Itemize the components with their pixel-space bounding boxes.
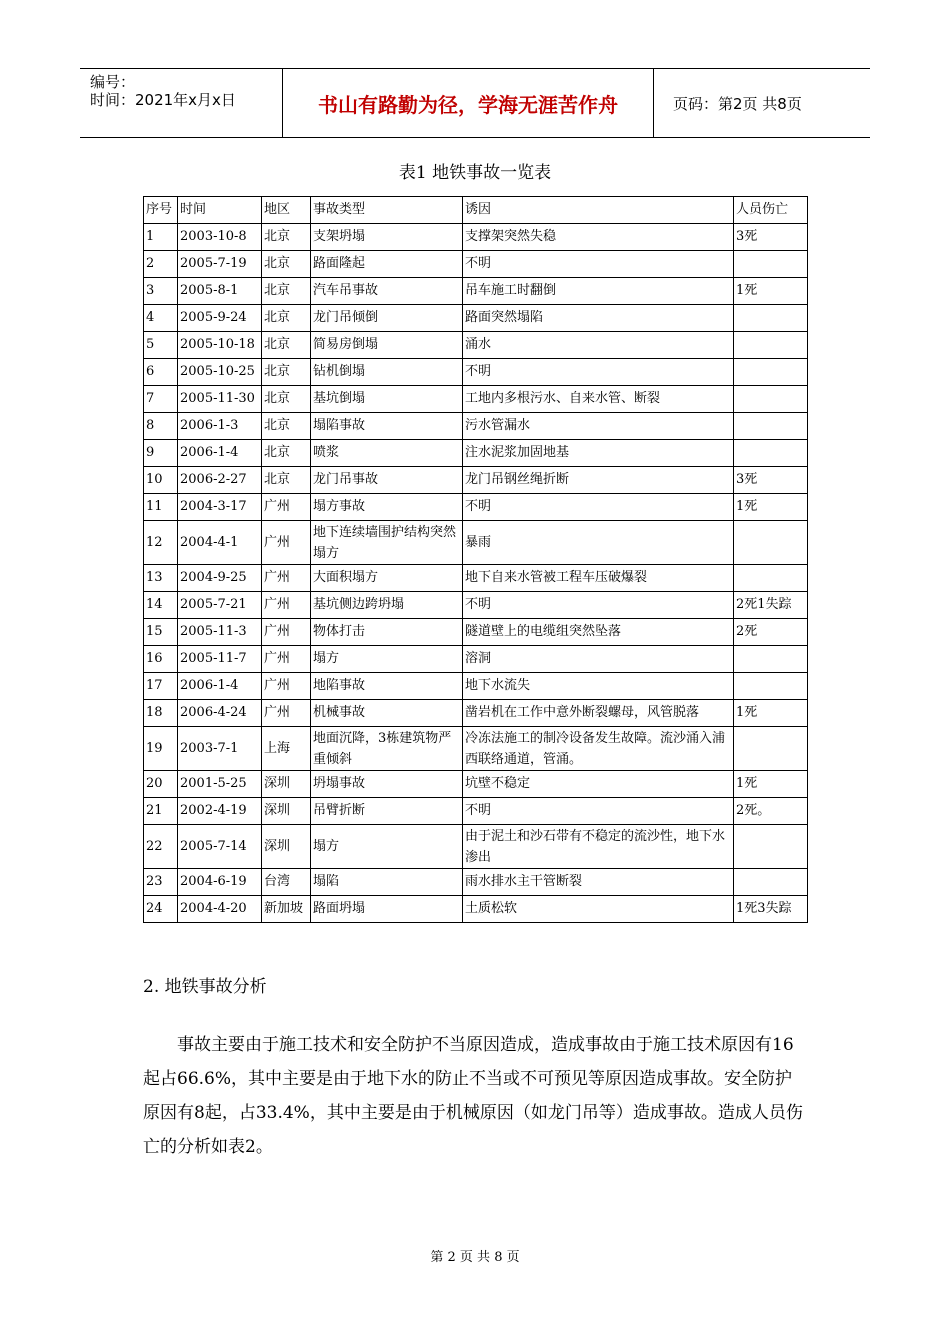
table-row <box>144 700 808 727</box>
table-cell: 4 <box>144 305 178 332</box>
table-cell: 凿岩机在工作中意外断裂螺母，风管脱落 <box>463 700 734 727</box>
table-cell: 路面突然塌陷 <box>463 305 734 332</box>
table-cell: 大面积塌方 <box>311 565 463 592</box>
table-cell: 2005-7-14 <box>178 825 262 869</box>
table-cell: 2004-4-1 <box>178 521 262 565</box>
table-row <box>144 825 808 869</box>
table-cell: 坑壁不稳定 <box>463 771 734 798</box>
table-cell: 广州 <box>262 619 311 646</box>
table-cell <box>734 727 808 771</box>
table-cell: 2005-7-19 <box>178 251 262 278</box>
table-cell: 广州 <box>262 646 311 673</box>
table-row <box>144 565 808 592</box>
table-cell: 钻机倒塌 <box>311 359 463 386</box>
table-cell: 广州 <box>262 673 311 700</box>
table-cell: 1死 <box>734 494 808 521</box>
table-cell: 北京 <box>262 386 311 413</box>
table-row <box>144 673 808 700</box>
table-cell: 2 <box>144 251 178 278</box>
table-cell: 北京 <box>262 224 311 251</box>
table-cell: 北京 <box>262 251 311 278</box>
table-cell: 基坑侧边跨坍塌 <box>311 592 463 619</box>
header-cell: 人员伤亡 <box>734 197 808 224</box>
table-cell: 2003-7-1 <box>178 727 262 771</box>
table-cell: 塌陷 <box>311 869 463 896</box>
table-cell: 溶洞 <box>463 646 734 673</box>
table-cell: 地下自来水管被工程车压破爆裂 <box>463 565 734 592</box>
table-cell: 2006-1-4 <box>178 440 262 467</box>
accident-table <box>143 196 808 923</box>
table-cell <box>734 359 808 386</box>
table-cell: 深圳 <box>262 771 311 798</box>
table-cell: 3死 <box>734 467 808 494</box>
table-cell: 龙门吊倾倒 <box>311 305 463 332</box>
table-cell <box>734 386 808 413</box>
table-cell: 22 <box>144 825 178 869</box>
table-body <box>144 224 808 923</box>
time-label: 时间：2021年x月x日 <box>90 91 236 109</box>
table-cell: 广州 <box>262 592 311 619</box>
table-cell: 路面隆起 <box>311 251 463 278</box>
table-cell: 暴雨 <box>463 521 734 565</box>
table-cell: 喷浆 <box>311 440 463 467</box>
table-cell: 2死 <box>734 619 808 646</box>
table-cell: 不明 <box>463 359 734 386</box>
table-cell: 7 <box>144 386 178 413</box>
table-cell: 2006-2-27 <box>178 467 262 494</box>
table-cell: 15 <box>144 619 178 646</box>
table-cell <box>734 413 808 440</box>
table-cell: 14 <box>144 592 178 619</box>
table-cell: 20 <box>144 771 178 798</box>
table-cell: 地陷事故 <box>311 673 463 700</box>
table-cell: 2002-4-19 <box>178 798 262 825</box>
table-cell: 地下水流失 <box>463 673 734 700</box>
table-cell: 塌陷事故 <box>311 413 463 440</box>
header-cell: 地区 <box>262 197 311 224</box>
table-cell: 地下连续墙围护结构突然塌方 <box>311 521 463 565</box>
table-cell <box>734 673 808 700</box>
table-row <box>144 521 808 565</box>
table-row <box>144 798 808 825</box>
table-cell: 2死1失踪 <box>734 592 808 619</box>
table-cell: 2004-4-20 <box>178 896 262 923</box>
table-cell: 工地内多根污水、自来水管、断裂 <box>463 386 734 413</box>
table-cell: 吊臂折断 <box>311 798 463 825</box>
table-cell: 地面沉降，3栋建筑物严重倾斜 <box>311 727 463 771</box>
table-cell: 支架坍塌 <box>311 224 463 251</box>
table-cell: 2005-7-21 <box>178 592 262 619</box>
table-cell: 1死 <box>734 278 808 305</box>
table-cell: 1死 <box>734 700 808 727</box>
table-cell: 不明 <box>463 251 734 278</box>
table-cell: 广州 <box>262 494 311 521</box>
table-cell: 2005-9-24 <box>178 305 262 332</box>
table-cell: 3死 <box>734 224 808 251</box>
table-cell: 北京 <box>262 278 311 305</box>
table-cell: 塌方 <box>311 825 463 869</box>
table-cell: 土质松软 <box>463 896 734 923</box>
table-cell: 上海 <box>262 727 311 771</box>
table-cell: 21 <box>144 798 178 825</box>
table-cell: 12 <box>144 521 178 565</box>
table-row <box>144 278 808 305</box>
table-cell: 2005-11-30 <box>178 386 262 413</box>
analysis-paragraph: 事故主要由于施工技术和安全防护不当原因造成，造成事故由于施工技术原因有16起占66.6%，其中主要是由于地下水的防止不当或不可预见等原因造成事故。安全防护原因有8起，占33.4%，其中主要是由于机械原因（如龙门吊等）造成事故。造成人员伤亡的分析如表2。 <box>143 1035 803 1157</box>
table-row <box>144 440 808 467</box>
table-row <box>144 494 808 521</box>
table-cell: 吊车施工时翻倒 <box>463 278 734 305</box>
table-cell: 汽车吊事故 <box>311 278 463 305</box>
table-cell: 由于泥土和沙石带有不稳定的流沙性，地下水渗出 <box>463 825 734 869</box>
table-row <box>144 386 808 413</box>
table-cell <box>734 646 808 673</box>
table-row <box>144 332 808 359</box>
table-cell: 不明 <box>463 592 734 619</box>
table-cell: 2004-9-25 <box>178 565 262 592</box>
table-cell: 不明 <box>463 494 734 521</box>
table-cell: 16 <box>144 646 178 673</box>
table-caption: 表1 地铁事故一览表 <box>398 163 552 183</box>
table-cell: 塌方事故 <box>311 494 463 521</box>
table-cell: 19 <box>144 727 178 771</box>
table-cell: 北京 <box>262 359 311 386</box>
table-cell: 2006-1-4 <box>178 673 262 700</box>
table-cell: 13 <box>144 565 178 592</box>
table-row <box>144 359 808 386</box>
table-cell: 基坑倒塌 <box>311 386 463 413</box>
page-header <box>80 68 870 138</box>
table-row <box>144 896 808 923</box>
table-cell: 2006-1-3 <box>178 413 262 440</box>
table-cell: 冷冻法施工的制冷设备发生故障。流沙涌入浦西联络通道，管涌。 <box>463 727 734 771</box>
table-cell: 路面坍塌 <box>311 896 463 923</box>
table-cell: 台湾 <box>262 869 311 896</box>
table-row <box>144 869 808 896</box>
table-cell: 广州 <box>262 521 311 565</box>
table-cell: 深圳 <box>262 798 311 825</box>
table-cell <box>734 251 808 278</box>
page-footer: 第 2 页 共 8 页 <box>430 1250 520 1265</box>
header-motto: 书山有路勤为径，学海无涯苦作舟 <box>283 69 654 137</box>
table-cell: 广州 <box>262 565 311 592</box>
table-cell: 2004-6-19 <box>178 869 262 896</box>
header-cell: 事故类型 <box>311 197 463 224</box>
table-cell: 不明 <box>463 798 734 825</box>
table-cell: 1死 <box>734 771 808 798</box>
table-cell: 3 <box>144 278 178 305</box>
table-row <box>144 224 808 251</box>
table-row <box>144 467 808 494</box>
table-cell: 北京 <box>262 332 311 359</box>
table-cell: 北京 <box>262 440 311 467</box>
table-cell: 物体打击 <box>311 619 463 646</box>
table-cell: 2死。 <box>734 798 808 825</box>
table-cell: 北京 <box>262 305 311 332</box>
table-cell: 北京 <box>262 467 311 494</box>
table-cell: 2003-10-8 <box>178 224 262 251</box>
table-cell: 深圳 <box>262 825 311 869</box>
table-row <box>144 646 808 673</box>
table-cell: 2005-11-7 <box>178 646 262 673</box>
header-cell: 时间 <box>178 197 262 224</box>
table-cell: 10 <box>144 467 178 494</box>
table-row <box>144 305 808 332</box>
table-cell: 2005-10-18 <box>178 332 262 359</box>
table-cell: 1 <box>144 224 178 251</box>
table-cell: 8 <box>144 413 178 440</box>
table-cell <box>734 565 808 592</box>
table-cell: 23 <box>144 869 178 896</box>
table-cell: 2005-10-25 <box>178 359 262 386</box>
table-cell <box>734 305 808 332</box>
table-cell: 9 <box>144 440 178 467</box>
table-cell: 龙门吊事故 <box>311 467 463 494</box>
table-cell: 涌水 <box>463 332 734 359</box>
table-cell: 2001-5-25 <box>178 771 262 798</box>
table-cell: 支撑架突然失稳 <box>463 224 734 251</box>
number-label: 编号： <box>90 73 136 91</box>
table-cell: 污水管漏水 <box>463 413 734 440</box>
table-header-row <box>144 197 808 224</box>
table-cell: 北京 <box>262 413 311 440</box>
table-cell: 1死3失踪 <box>734 896 808 923</box>
table-cell: 18 <box>144 700 178 727</box>
table-cell: 坍塌事故 <box>311 771 463 798</box>
header-meta <box>80 69 283 137</box>
table-row <box>144 592 808 619</box>
table-row <box>144 727 808 771</box>
table-cell: 广州 <box>262 700 311 727</box>
table-row <box>144 413 808 440</box>
table-cell: 2006-4-24 <box>178 700 262 727</box>
page-indicator <box>663 69 870 137</box>
table-cell: 新加坡 <box>262 896 311 923</box>
table-cell <box>734 521 808 565</box>
table-cell <box>734 440 808 467</box>
table-cell: 24 <box>144 896 178 923</box>
table-cell: 2005-8-1 <box>178 278 262 305</box>
header-cell: 序号 <box>144 197 178 224</box>
table-row <box>144 251 808 278</box>
table-cell: 塌方 <box>311 646 463 673</box>
table-row <box>144 619 808 646</box>
header-cell: 诱因 <box>463 197 734 224</box>
table-cell: 隧道壁上的电缆组突然坠落 <box>463 619 734 646</box>
table-cell: 5 <box>144 332 178 359</box>
table-cell <box>734 332 808 359</box>
table-cell <box>734 869 808 896</box>
table-cell: 17 <box>144 673 178 700</box>
table-cell: 简易房倒塌 <box>311 332 463 359</box>
table-cell: 注水泥浆加固地基 <box>463 440 734 467</box>
table-cell: 雨水排水主干管断裂 <box>463 869 734 896</box>
table-cell: 龙门吊钢丝绳折断 <box>463 467 734 494</box>
section-title: 2. 地铁事故分析 <box>143 977 267 997</box>
table-cell: 11 <box>144 494 178 521</box>
page-indicator-text: 页码：第2页 共8页 <box>673 94 802 113</box>
table-cell: 机械事故 <box>311 700 463 727</box>
table-row <box>144 771 808 798</box>
table-cell: 2005-11-3 <box>178 619 262 646</box>
table-cell: 2004-3-17 <box>178 494 262 521</box>
table-cell: 6 <box>144 359 178 386</box>
table-cell <box>734 825 808 869</box>
